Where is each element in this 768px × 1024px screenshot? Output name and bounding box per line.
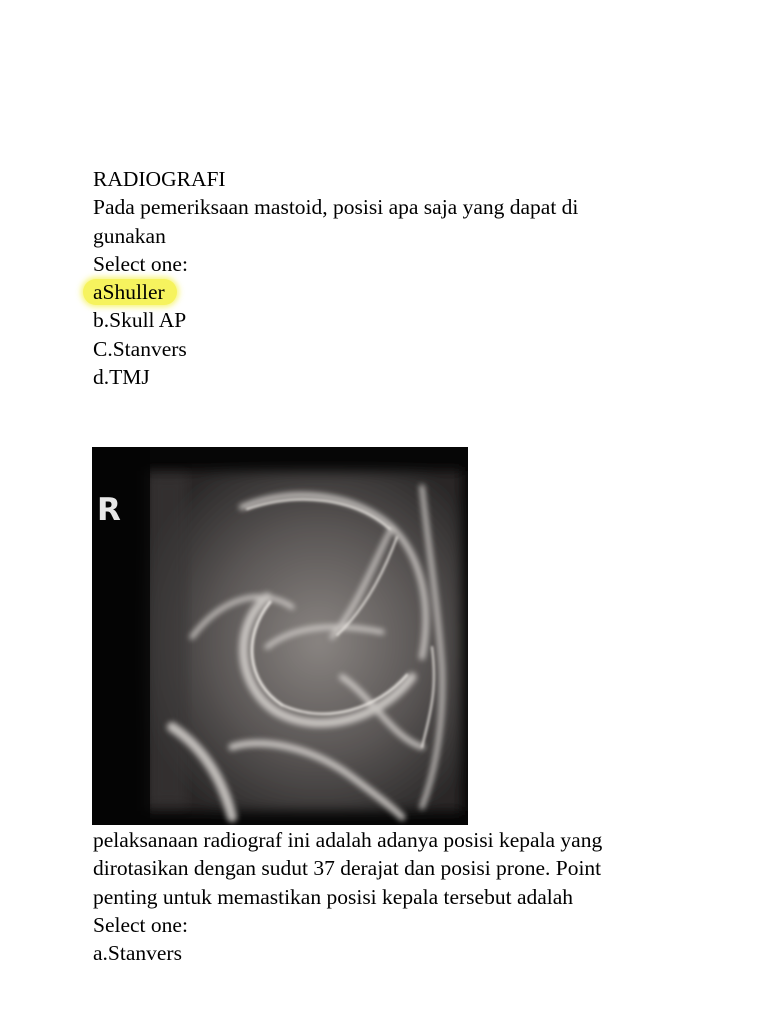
question-2: [93, 826, 693, 967]
question-1: [93, 165, 693, 391]
question-2-text-line-1: pelaksanaan radiograf ini adalah adanya posisi kepala yang: [93, 828, 603, 852]
question-1-option-c: C.Stanvers: [93, 336, 187, 361]
question-1-option-a: [93, 278, 693, 306]
question-1-text-line-2: gunakan: [93, 223, 166, 248]
question-2-text-line-3: penting untuk memastikan posisi kepala tersebut adalah: [93, 884, 574, 909]
radiograph-marker: R: [97, 492, 121, 528]
question-1-option-b: b.Skull AP: [93, 308, 187, 333]
question-1-heading: RADIOGRAFI: [93, 167, 226, 191]
question-1-prompt: Select one:: [93, 251, 188, 276]
question-2-text-line-2: dirotasikan dengan sudut 37 derajat dan posisi prone. Point: [93, 856, 602, 881]
question-2-option-a: a.Stanvers: [93, 941, 182, 966]
highlighted-answer: aShuller: [83, 279, 177, 305]
question-1-option-d: d.TMJ: [93, 365, 150, 390]
question-2-prompt: Select one:: [93, 912, 188, 937]
question-1-text-line-1: Pada pemeriksaan mastoid, posisi apa saja yang dapat di: [93, 195, 579, 220]
radiograph-image: [92, 447, 468, 825]
